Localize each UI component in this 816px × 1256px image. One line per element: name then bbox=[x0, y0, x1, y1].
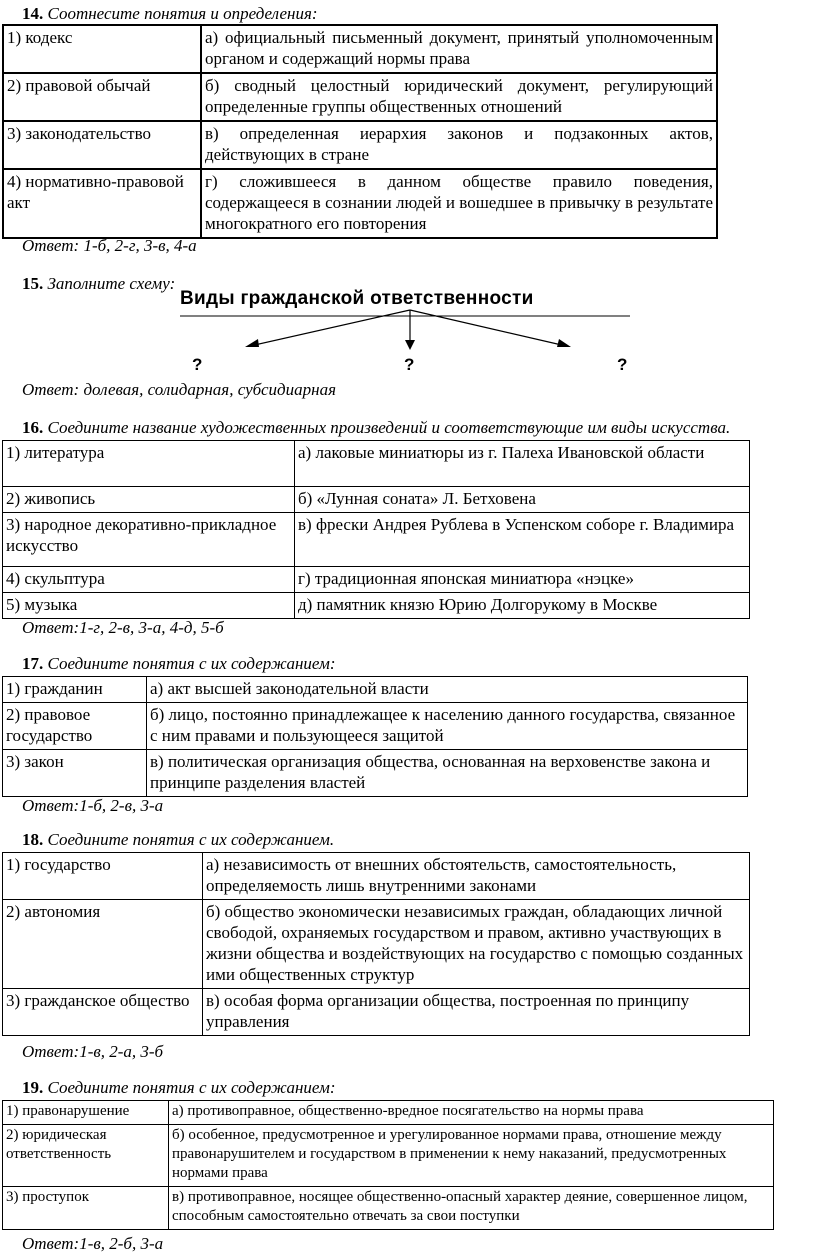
scheme-arrows bbox=[0, 0, 816, 380]
q18-number: 18. bbox=[22, 830, 44, 849]
q18-table bbox=[2, 852, 750, 1036]
q17-term-1: 1) гражданин bbox=[3, 677, 147, 703]
q16-answer: Ответ:1-г, 2-в, 3-а, 4-д, 5-б bbox=[22, 618, 224, 637]
q16-term-2: 2) живопись bbox=[3, 487, 295, 513]
q14-number: 14. bbox=[22, 4, 44, 23]
table-row bbox=[3, 593, 750, 619]
table-row bbox=[3, 567, 750, 593]
q14-title: Соотнесите понятия и определения: bbox=[47, 4, 318, 23]
q16-term-4: 4) скульптура bbox=[3, 567, 295, 593]
q17-term-3: 3) закон bbox=[3, 750, 147, 797]
q14-def-1: а) официальный письменный документ, принятый уполномоченным органом и содержащий нормы права bbox=[201, 25, 717, 73]
table-row bbox=[3, 441, 750, 487]
q16-term-1: 1) литература bbox=[3, 441, 295, 487]
q14-term-4: 4) нормативно-правовой акт bbox=[3, 169, 201, 238]
q18-answer: Ответ:1-в, 2-а, 3-б bbox=[22, 1042, 164, 1061]
table-row bbox=[3, 1187, 774, 1230]
q16-def-5: д) памятник князю Юрию Долгорукому в Москве bbox=[295, 593, 750, 619]
q19-answer: Ответ:1-в, 2-б, 3-а bbox=[22, 1234, 164, 1253]
q19-term-3: 3) проступок bbox=[3, 1187, 169, 1230]
q15-title: Заполните схему: bbox=[47, 274, 176, 293]
table-row bbox=[3, 703, 748, 750]
table-row bbox=[3, 853, 750, 900]
table-row bbox=[3, 750, 748, 797]
q18-term-3: 3) гражданское общество bbox=[3, 989, 203, 1036]
q17-def-2: б) лицо, постоянно принадлежащее к населению данного государства, связанное с ним правами и пользующееся защитой bbox=[147, 703, 748, 750]
q18-def-3: в) особая форма организации общества, построенная по принципу управления bbox=[203, 989, 750, 1036]
q19-term-1: 1) правонарушение bbox=[3, 1101, 169, 1125]
q19-def-3: в) противоправное, носящее общественно-опасный характер деяние, совершенное лицом, способным самостоятельно отвечать за свои поступки bbox=[169, 1187, 774, 1230]
q16-def-3: в) фрески Андрея Рублева в Успенском соборе г. Владимира bbox=[295, 513, 750, 567]
scheme-question-mark-2: ? bbox=[404, 355, 415, 374]
table-row bbox=[3, 989, 750, 1036]
table-row bbox=[3, 487, 750, 513]
q16-def-4: г) традиционная японская миниатюра «нэцке» bbox=[295, 567, 750, 593]
q17-def-3: в) политическая организация общества, основанная на верховенстве закона и принципе разделения властей bbox=[147, 750, 748, 797]
q16-def-2: б) «Лунная соната» Л. Бетховена bbox=[295, 487, 750, 513]
q19-heading bbox=[22, 1078, 336, 1098]
q16-title: Соедините название художественных произведений и соответствующие им виды искусства. bbox=[47, 418, 731, 437]
q18-term-1: 1) государство bbox=[3, 853, 203, 900]
q15-answer: Ответ: долевая, солидарная, субсидиарная bbox=[22, 380, 336, 399]
q19-def-1: а) противоправное, общественно-вредное посягательство на нормы права bbox=[169, 1101, 774, 1125]
q14-def-2: б) сводный целостный юридический документ, регулирующий определенные группы общественных отношений bbox=[201, 73, 717, 121]
q17-title: Соедините понятия с их содержанием: bbox=[47, 654, 336, 673]
q14-def-3: в) определенная иерархия законов и подзаконных актов, действующих в стране bbox=[201, 121, 717, 169]
q19-term-2: 2) юридическая ответственность bbox=[3, 1125, 169, 1187]
scheme-question-mark-3: ? bbox=[617, 355, 628, 374]
table-row bbox=[3, 1101, 774, 1125]
q18-heading bbox=[22, 830, 334, 850]
table-row bbox=[3, 677, 748, 703]
q16-def-1: а) лаковые миниатюры из г. Палеха Ивановской области bbox=[295, 441, 750, 487]
table-row bbox=[3, 513, 750, 567]
q14-term-2: 2) правовой обычай bbox=[3, 73, 201, 121]
table-row bbox=[3, 900, 750, 989]
q14-term-1: 1) кодекс bbox=[3, 25, 201, 73]
q17-term-2: 2) правовое государство bbox=[3, 703, 147, 750]
q17-number: 17. bbox=[22, 654, 44, 673]
q19-title: Соедините понятия с их содержанием: bbox=[47, 1078, 336, 1097]
q14-def-4: г) сложившееся в данном обществе правило поведения, содержащееся в сознании людей и вошедшее в привычку в результате многократного его повторения bbox=[201, 169, 717, 238]
q16-number: 16. bbox=[22, 418, 44, 437]
q15-number: 15. bbox=[22, 274, 44, 293]
q19-def-2: б) особенное, предусмотренное и урегулированное нормами права, отношение между правонарушителем и государством в применении к нему наказаний, предусмотренных нормами права bbox=[169, 1125, 774, 1187]
scheme-title: Виды гражданской ответственности bbox=[180, 288, 534, 309]
q18-term-2: 2) автономия bbox=[3, 900, 203, 989]
q19-number: 19. bbox=[22, 1078, 44, 1097]
q16-term-5: 5) музыка bbox=[3, 593, 295, 619]
q17-heading bbox=[22, 654, 336, 674]
q14-answer: Ответ: 1-б, 2-г, 3-в, 4-а bbox=[22, 236, 197, 255]
q17-table bbox=[2, 676, 748, 797]
scheme-question-mark-1: ? bbox=[192, 355, 203, 374]
q17-def-1: а) акт высшей законодательной власти bbox=[147, 677, 748, 703]
q18-title: Соедините понятия с их содержанием. bbox=[47, 830, 335, 849]
table-row bbox=[3, 1125, 774, 1187]
q17-answer: Ответ:1-б, 2-в, 3-а bbox=[22, 796, 164, 815]
q16-heading bbox=[22, 418, 730, 438]
q18-def-1: а) независимость от внешних обстоятельств, самостоятельность, определяемость лишь внутренними законами bbox=[203, 853, 750, 900]
q16-table bbox=[2, 440, 750, 619]
q14-term-3: 3) законодательство bbox=[3, 121, 201, 169]
q19-table bbox=[2, 1100, 774, 1230]
q16-term-3: 3) народное декоративно-прикладное искусство bbox=[3, 513, 295, 567]
q18-def-2: б) общество экономически независимых граждан, обладающих личной свободой, охраняемых государством и правом, активно участвующих в жизни общества и воздействующих на государство с помощью созданных ими общественных структур bbox=[203, 900, 750, 989]
